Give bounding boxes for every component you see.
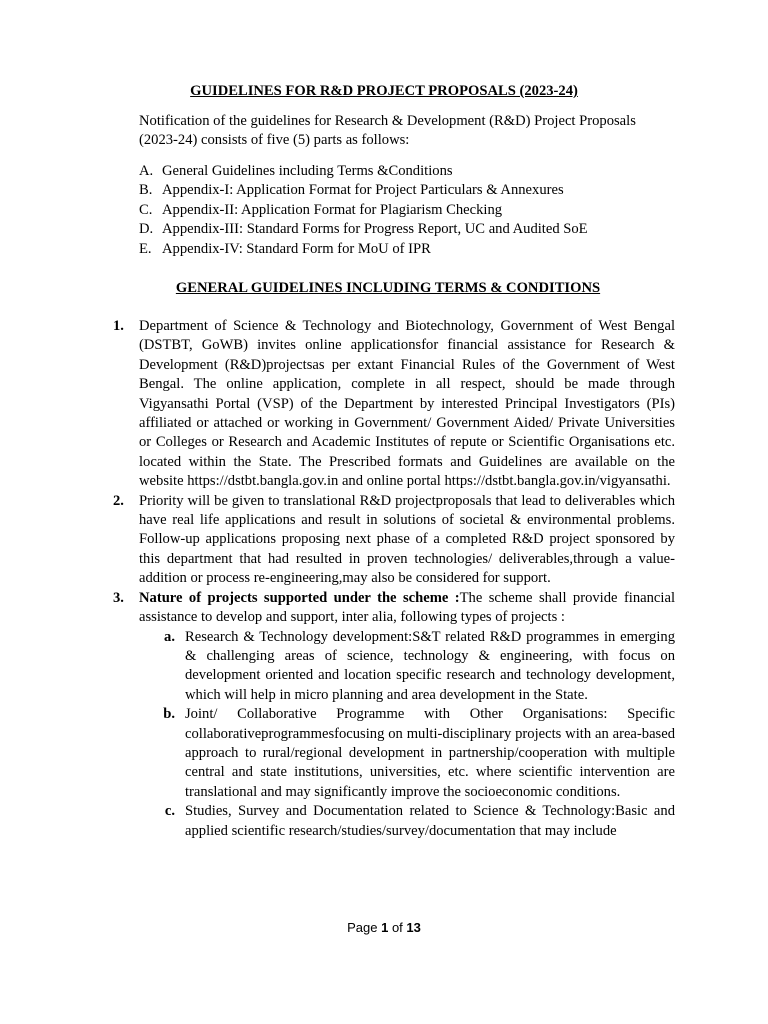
list-item <box>113 589 675 841</box>
list-item: b. Joint/ Collaborative Programme with Other Organisations: Specific collaborativeprogrammesfocusing on multi-disciplinary projects with an area-based approach to rural/regional development in partnership/cooperation with multiple central and state institutions, universities, etc. where scientific intervention are translational and may significantly improve the socioeconomic conditions. <box>163 706 675 800</box>
page-number-total: 13 <box>406 920 421 935</box>
list-item <box>113 492 675 589</box>
intro-paragraph: Notification of the guidelines for Research & Development (R&D) Project Proposals (2023-24) consists of five (5) parts as follows: <box>139 113 636 149</box>
list-item: E. Appendix-IV: Standard Form for MoU of IPR <box>139 240 431 257</box>
section-heading: GENERAL GUIDELINES INCLUDING TERMS & CONDITIONS <box>175 280 601 296</box>
list-item: c. Studies, Survey and Documentation related to Science & Technology:Basic and applied scientific research/studies/survey/documentation that may include <box>164 803 675 839</box>
guidelines-list <box>113 317 675 841</box>
parts-list <box>139 162 669 259</box>
list-item: B. Appendix-I: Application Format for Project Particulars & Annexures <box>139 182 564 199</box>
item-text: The scheme shall provide financial assistance to develop and support, inter alia, following types of projects : <box>139 589 675 626</box>
list-item: C. Appendix-II: Application Format for Plagiarism Checking <box>139 201 503 218</box>
item-number: 3. <box>113 589 124 606</box>
item-number: 1. <box>113 318 124 334</box>
item-text: Department of Science & Technology and Biotechnology, Government of West Bengal (DSTBT, GoWB) invites online applicationsfor financial assistance for Research & Development (R&D)projectsas per extant Financial Rules of the Government of West Bengal. The online application, complete in all respect, should be made through Vigyansathi Portal (VSP) of the Department by interested Principal Investigators (PIs) affiliated or attached or working in Government/ Government Aided/ Private Universities or Colleges or Research and Academic Institutes of repute or Scientific Organisations etc. located within the State. The Prescribed formats and Guidelines are available on the website https://dstbt.bangla.gov.in and online portal https://dstbt.bangla.gov.in/vigyansathi. <box>139 318 675 490</box>
item-content <box>139 589 675 841</box>
list-item: D. Appendix-III: Standard Forms for Progress Report, UC and Audited SoE <box>139 221 588 238</box>
list-item <box>113 317 675 492</box>
item-text: Priority will be given to translational R&D projectproposals that lead to deliverables which have real life applications and result in solutions of societal & environmental problems. Follow-up applications proposing next phase of a completed R&D project sponsored by this department that had resulted in proven technologies/ deliverables,through a value-addition or process re-engineering,may also be considered for support. <box>139 492 675 587</box>
page-number-current: 1 <box>381 920 389 935</box>
list-item: a. Research & Technology development:S&T related R&D programmes in emerging & challenging areas of science, technology & engineering, with focus on development oriented and location specific research and technology development, which will help in micro planning and area development in the State. <box>164 628 675 703</box>
item-number: 2. <box>113 492 124 509</box>
item-bold-lead: Nature of projects supported under the scheme : <box>139 589 460 606</box>
document-title: GUIDELINES FOR R&D PROJECT PROPOSALS (2023-24) <box>190 83 578 99</box>
sub-list <box>139 628 675 841</box>
list-item: A. General Guidelines including Terms &Conditions <box>139 163 453 179</box>
page-footer: Page 1 of 13 <box>347 920 421 935</box>
